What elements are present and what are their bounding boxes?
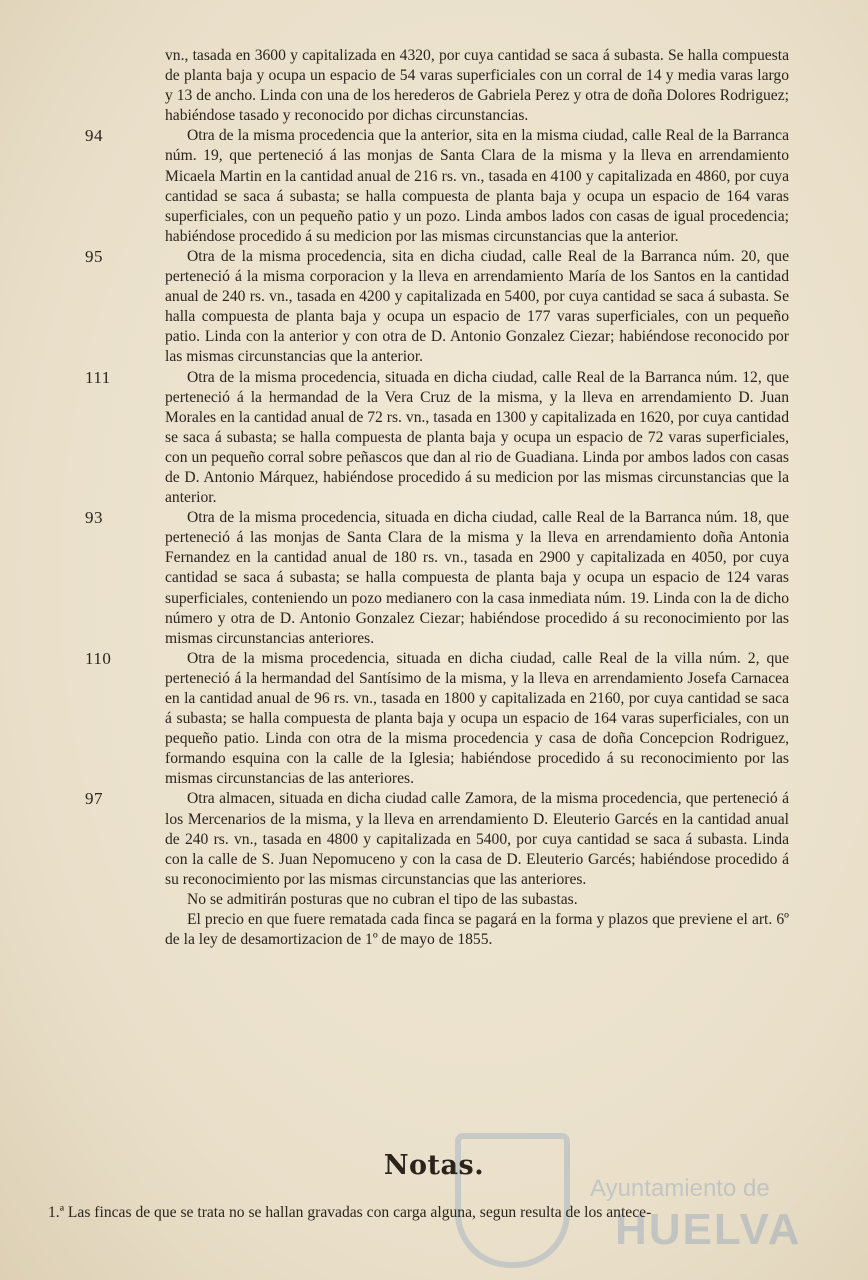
entry-95 [85,246,789,368]
watermark-line-2: HUELVA [615,1205,802,1254]
entry-text: Otra de la misma procedencia, situada en dicha ciudad, calle Real de la villa núm. 2, que perteneció á la hermandad del Santísimo de la misma, y la lleva en arrendamiento Josefa Carnacea en la cantidad anual de 96 rs. vn., tasada en 1800 y capitalizada en 2160, por cuya cantidad se saca á subasta; se halla compuesta de planta baja y ocupa un espacio de 164 varas superficiales, con un pequeño patio. Linda con otra de la misma procedencia y casa de doña Concepcion Rodriguez, formando esquina con la calle de la Iglesia; habiéndose procedido á su reconocimiento por las mismas circunstancias de las anteriores. [165,649,789,788]
entry-number: 95 [85,246,103,266]
notes-heading: Notas. [383,1150,485,1181]
entry-97 [85,789,789,889]
watermark-line-1: Ayuntamiento de [590,1175,770,1202]
entry-number: 110 [85,648,112,668]
entry-number: 97 [85,789,103,809]
entry-110 [85,648,789,790]
entry-94 [85,126,789,247]
main-text-column [85,46,789,950]
closing-paragraph-postures: No se admitirán posturas que no cubran el tipo de las subastas. [187,890,578,908]
entry-text: Otra almacen, situada en dicha ciudad calle Zamora, de la misma procedencia, que perteneció á los Mercenarios de la misma, y la lleva en arrendamiento D. Eleuterio Garcés en la cantidad anual de 240 rs. vn., tasada en 4800 y capitalizada en 5400, por cuya cantidad se saca á subasta. Linda con la calle de S. Juan Nepomuceno y con la casa de D. Eleuterio Garcés; habiéndose procedido á su reconocimiento por las mismas circunstancias que las anteriores. [165,790,789,888]
entry-number: 94 [85,126,103,146]
entry-text: Otra de la misma procedencia, sita en dicha ciudad, calle Real de la Barranca núm. 20, que perteneció á la misma corporacion y la lleva en arrendamiento María de los Santos en la cantidad anual de 240 rs. vn., tasada en 4200 y capitalizada en 5400, por cuya cantidad se saca á subasta. Se halla compuesta de planta baja y ocupa un espacio de 177 varas superficiales, con un pequeño patio. Linda con la anterior y con otra de D. Antonio Gonzalez Ciezar; habiéndose reconocido por las mismas circunstancias que la anterior. [165,247,789,366]
intro-paragraph: vn., tasada en 3600 y capitalizada en 4320, por cuya cantidad se saca á subasta. Se halla compuesta de planta baja y ocupa un espacio de 54 varas superficiales con un corral de 14 y media varas largo y 13 de ancho. Linda con una de los herederos de Gabriela Perez y otra de doña Dolores Rodriguez; habiéndose tasado y reconocido por dichas circunstancias. [165,47,789,125]
entry-text: Otra de la misma procedencia que la anterior, sita en la misma ciudad, calle Real de la Barranca núm. 19, que perteneció á las monjas de Santa Clara de la misma y la lleva en arrendamiento Micaela Martin en la cantidad anual de 216 rs. vn., tasada en 4100 y capitalizada en 4860, por cuya cantidad se saca á subasta; se halla compuesta de planta baja y ocupa un espacio de 164 varas superficiales, con un pequeño patio y un pozo. Linda ambos lados con casas de igual procedencia; habiéndose procedido á su medicion por las mismas circunstancias que la anterior. [165,127,789,245]
entry-111 [85,367,789,509]
note-1: 1.ª Las fincas de que se trata no se hallan gravadas con carga alguna, segun resulta de los antece- [48,1204,652,1221]
entry-text: Otra de la misma procedencia, situada en dicha ciudad, calle Real de la Barranca núm. 12, que perteneció á la hermandad de la Vera Cruz de la misma, y la lleva en arrendamiento D. Juan Morales en la cantidad anual de 72 rs. vn., tasada en 1300 y capitalizada en 1620, por cuya cantidad se saca á subasta; se halla compuesta de planta baja y ocupa un espacio de 72 varas superficiales, con un pequeño corral sobre peñascos que dan al rio de Guadiana. Linda por ambos lados con casas de D. Antonio Márquez, habiéndose procedido á su medicion por las mismas circunstancias que la anterior. [165,368,789,507]
entry-number: 111 [85,367,111,387]
entry-93 [85,508,789,649]
entry-number: 93 [85,508,103,528]
entry-text: Otra de la misma procedencia, situada en dicha ciudad, calle Real de la Barranca núm. 18, que perteneció á las monjas de Santa Clara de la misma y la lleva en arrendamiento doña Antonia Fernandez en la cantidad anual de 180 rs. vn., tasada en 2900 y capitalizada en 4050, por cuya cantidad se saca á subasta; se halla compuesta de planta baja y ocupa un espacio de 124 varas superficiales, conteniendo un pozo medianero con la casa inmediata núm. 19. Linda con la de dicho número y otra de D. Antonio Gonzalez Ciezar; habiéndose procedido á su reconocimiento por las mismas circunstancias anteriores. [165,509,789,647]
ayuntamiento-watermark [455,1125,802,1275]
closing-paragraph-price: El precio en que fuere rematada cada finca se pagará en la forma y plazos que previene el art. 6º de la ley de desamortizacion de 1º de mayo de 1855. [165,911,789,949]
